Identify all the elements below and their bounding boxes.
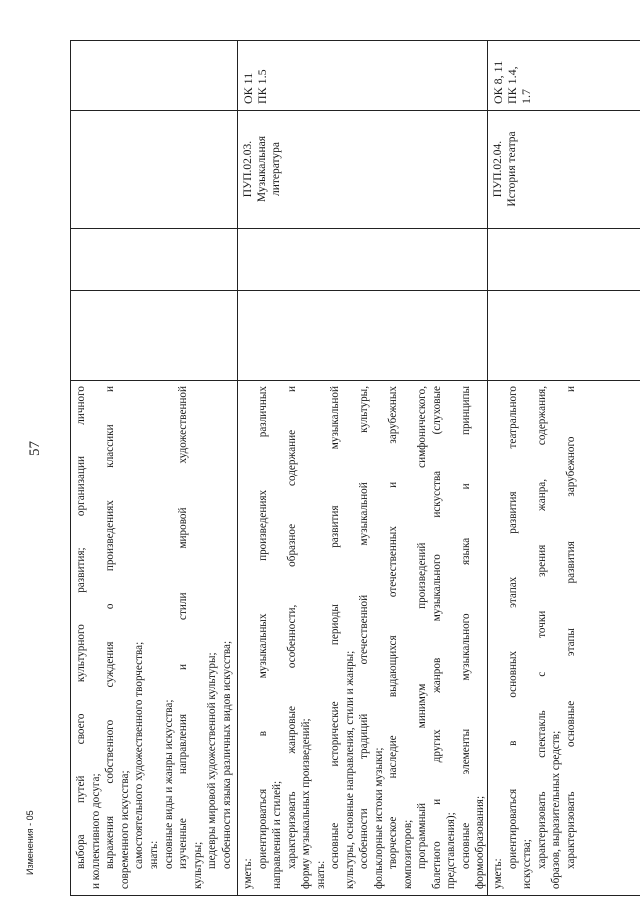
text-line: выражения собственного суждения о произведениях классики и	[104, 386, 117, 869]
row2-discipline	[237, 110, 487, 228]
text-line: образов, выразительных средств;	[550, 730, 562, 889]
text-line: особенности традиций отечественной музыкальной культуры,	[358, 386, 370, 869]
page-number: 57	[27, 441, 43, 456]
text-line: уметь:	[242, 858, 254, 889]
text-line: культуры, основные направления, стили и жанры;	[343, 650, 356, 889]
text-line: фольклорные истоки музыки;	[372, 747, 385, 889]
row3-discipline	[487, 110, 640, 228]
text-line: ПК 1.4,	[505, 66, 519, 104]
row3-text	[487, 380, 640, 895]
text-line: особенности языка различных видов искусства;	[220, 640, 233, 869]
text-line: основные элементы музыкального языка и принципы	[459, 386, 472, 869]
text-line: творческое наследие выдающихся отечественных и зарубежных	[387, 386, 399, 869]
text-line: формообразования;	[474, 795, 486, 889]
row2-text	[237, 380, 487, 895]
col-border-3	[70, 290, 640, 291]
text-line: ПК 1.5	[255, 69, 269, 104]
text-line: культуры;	[191, 841, 204, 889]
row2-competencies	[237, 40, 487, 110]
text-line: характеризовать жанровые особенности, образное содержание и	[285, 386, 298, 869]
text-line: характеризовать основные этапы развития зарубежного и	[564, 386, 577, 869]
text-line: композиторов;	[401, 819, 414, 889]
text-line: изученные направления и стили мировой художественной	[177, 386, 190, 869]
footer-note: Изменения - 05	[25, 810, 35, 875]
discipline-line: История театра	[506, 131, 518, 207]
text-line: знать:	[147, 840, 160, 869]
text-line: искусства;	[521, 839, 533, 889]
text-line: ОК 8, 11	[491, 60, 505, 104]
text-line: основные исторические периоды развития музыкальной	[329, 386, 341, 869]
text-line: направлений и стилей;	[271, 780, 283, 889]
text-line: балетного и других жанров музыкального искусства (слуховые	[430, 386, 443, 889]
col-border-5	[70, 895, 640, 896]
text-line: представления);	[445, 812, 457, 889]
text-line: выбора путей своего культурного развития; организации личного	[75, 386, 87, 869]
text-line: характеризовать спектакль с точки зрения жанра, содержания,	[535, 386, 548, 869]
text-line: 1.7	[519, 89, 533, 104]
text-line: ОК 11	[241, 72, 255, 104]
text-line: ориентироваться в музыкальных произведениях различных	[256, 386, 269, 869]
discipline-line: ПУП.02.04.	[492, 140, 504, 198]
text-line: и коллективного досуга;	[89, 773, 102, 889]
discipline-line: ПУП.02.03.	[242, 140, 254, 198]
text-line: ориентироваться в основных этапах развития театрального	[506, 386, 519, 869]
text-line: программный минимум произведений симфонического,	[416, 386, 428, 869]
text-line: знать:	[314, 860, 327, 889]
col-border-2	[70, 228, 640, 229]
row3-competencies	[487, 40, 640, 110]
text-line: форму музыкальных произведений;	[300, 718, 312, 889]
text-line: шедевры мировой художественной культуры;	[206, 652, 219, 869]
row1-text	[70, 380, 237, 895]
text-line: уметь:	[492, 858, 504, 889]
text-line: самостоятельного художественного творчества;	[133, 641, 146, 869]
discipline-line: литература	[270, 141, 282, 197]
text-line: современного искусства;	[118, 770, 131, 889]
discipline-line: Музыкальная	[256, 135, 268, 203]
text-line: основные виды и жанры искусства;	[162, 699, 175, 869]
